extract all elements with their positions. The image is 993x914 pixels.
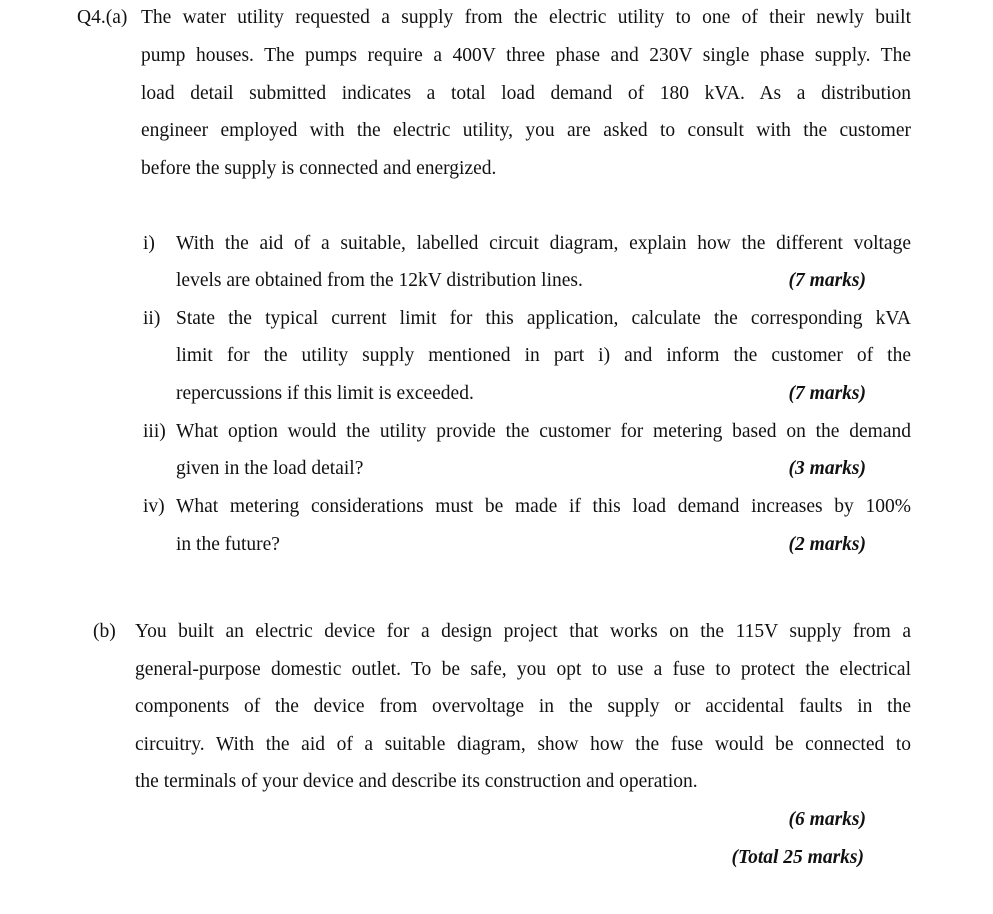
question-a-text-line: pump houses. The pumps require a 400V three phase and 230V single phase supply. The	[141, 45, 911, 66]
question-a-text-line: before the supply is connected and energized.	[141, 158, 497, 179]
question-a-text-line: load detail submitted indicates a total load demand of 180 kVA. As a distribution	[141, 83, 911, 104]
part-iii-marks: (3 marks)	[788, 458, 866, 479]
part-ii-marks: (7 marks)	[788, 383, 866, 404]
question-b-text-line: circuitry. With the aid of a suitable diagram, show how the fuse would be connected to	[135, 734, 911, 755]
part-ii-text-line: limit for the utility supply mentioned in part i) and inform the customer of the	[176, 345, 911, 366]
part-iii-text-line: What option would the utility provide the customer for metering based on the demand	[176, 421, 911, 442]
question-b-text-line: general-purpose domestic outlet. To be safe, you opt to use a fuse to protect the electrical	[135, 659, 911, 680]
question-a-text-line: The water utility requested a supply from the electric utility to one of their newly built	[141, 7, 911, 28]
part-i-text-line: levels are obtained from the 12kV distribution lines.	[176, 270, 583, 291]
part-i-number: i)	[143, 233, 155, 254]
part-iii-number: iii)	[143, 421, 166, 442]
question-b-label: (b)	[93, 621, 116, 642]
part-iii-text-line: given in the load detail?	[176, 458, 364, 479]
question-a-text-line: engineer employed with the electric utility, you are asked to consult with the customer	[141, 120, 911, 141]
question-b-text-line: components of the device from overvoltage in the supply or accidental faults in the	[135, 696, 911, 717]
total-marks: (Total 25 marks)	[731, 847, 864, 868]
question-a-label: Q4.(a)	[77, 7, 128, 28]
question-b-marks: (6 marks)	[788, 809, 866, 830]
part-ii-text-line: repercussions if this limit is exceeded.	[176, 383, 474, 404]
part-iv-text-line: in the future?	[176, 534, 280, 555]
question-b-text-line: You built an electric device for a design project that works on the 115V supply from a	[135, 621, 911, 642]
part-i-marks: (7 marks)	[788, 270, 866, 291]
part-iv-text-line: What metering considerations must be made if this load demand increases by 100%	[176, 496, 911, 517]
part-iv-number: iv)	[143, 496, 165, 517]
part-ii-text-line: State the typical current limit for this application, calculate the corresponding kVA	[176, 308, 911, 329]
part-i-text-line: With the aid of a suitable, labelled circuit diagram, explain how the different voltage	[176, 233, 911, 254]
part-iv-marks: (2 marks)	[788, 534, 866, 555]
part-ii-number: ii)	[143, 308, 161, 329]
question-b-text-line: the terminals of your device and describe its construction and operation.	[135, 771, 698, 792]
